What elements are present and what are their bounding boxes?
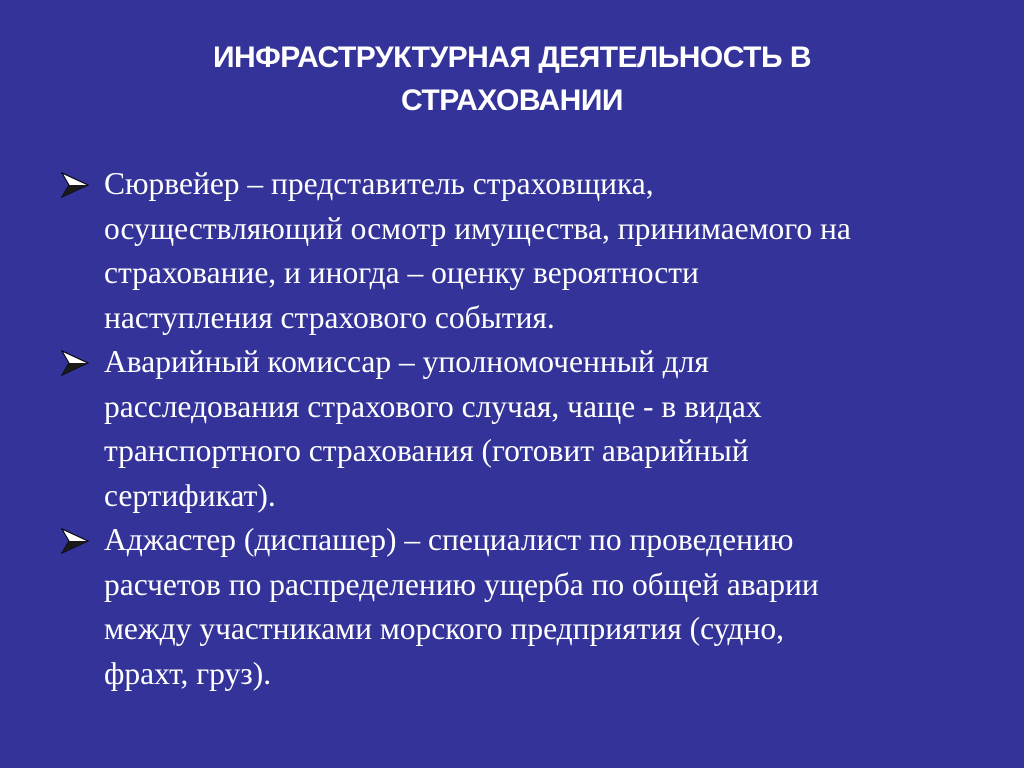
- arrowhead-bullet-icon: [60, 172, 90, 198]
- bullet-line: Аварийный комиссар – уполномоченный для: [104, 344, 709, 379]
- slide-title-line-1: ИНФРАСТРУКТУРНАЯ ДЕЯТЕЛЬНОСТЬ В: [212, 41, 812, 74]
- bullet-item-adjuster: [60, 518, 990, 696]
- bullet-line: транспортного страхования (готовит аварийный: [104, 433, 749, 468]
- bullet-item-average-commissioner: [60, 340, 990, 518]
- bullet-line: расчетов по распределению ущерба по общей аварии: [104, 566, 819, 602]
- bullet-line: между участниками морского предприятия (судно,: [104, 611, 784, 646]
- slide-title-line-2: СТРАХОВАНИИ: [401, 84, 623, 117]
- bullet-line: фрахт, груз).: [104, 655, 272, 691]
- bullet-line: сертификат).: [104, 477, 276, 513]
- bullet-line: осуществляющий осмотр имущества, принимаемого на: [104, 210, 851, 246]
- bullet-line: Сюрвейер – представитель страховщика,: [104, 166, 654, 201]
- bullet-list: [60, 162, 990, 696]
- bullet-item-surveyor: [60, 162, 990, 340]
- bullet-line: страхование, и иногда – оценку вероятности: [104, 255, 699, 290]
- arrowhead-bullet-icon: [60, 350, 90, 376]
- bullet-line: наступления страхового события.: [104, 299, 555, 335]
- bullet-text: [104, 518, 990, 696]
- bullet-text: [104, 162, 990, 340]
- bullet-text: [104, 340, 990, 518]
- bullet-line: расследования страхового случая, чаще - в видах: [104, 388, 762, 424]
- bullet-line: Аджастер (диспашер) – специалист по проведению: [104, 522, 794, 557]
- slide-title: [0, 36, 1024, 122]
- arrowhead-bullet-icon: [60, 528, 90, 554]
